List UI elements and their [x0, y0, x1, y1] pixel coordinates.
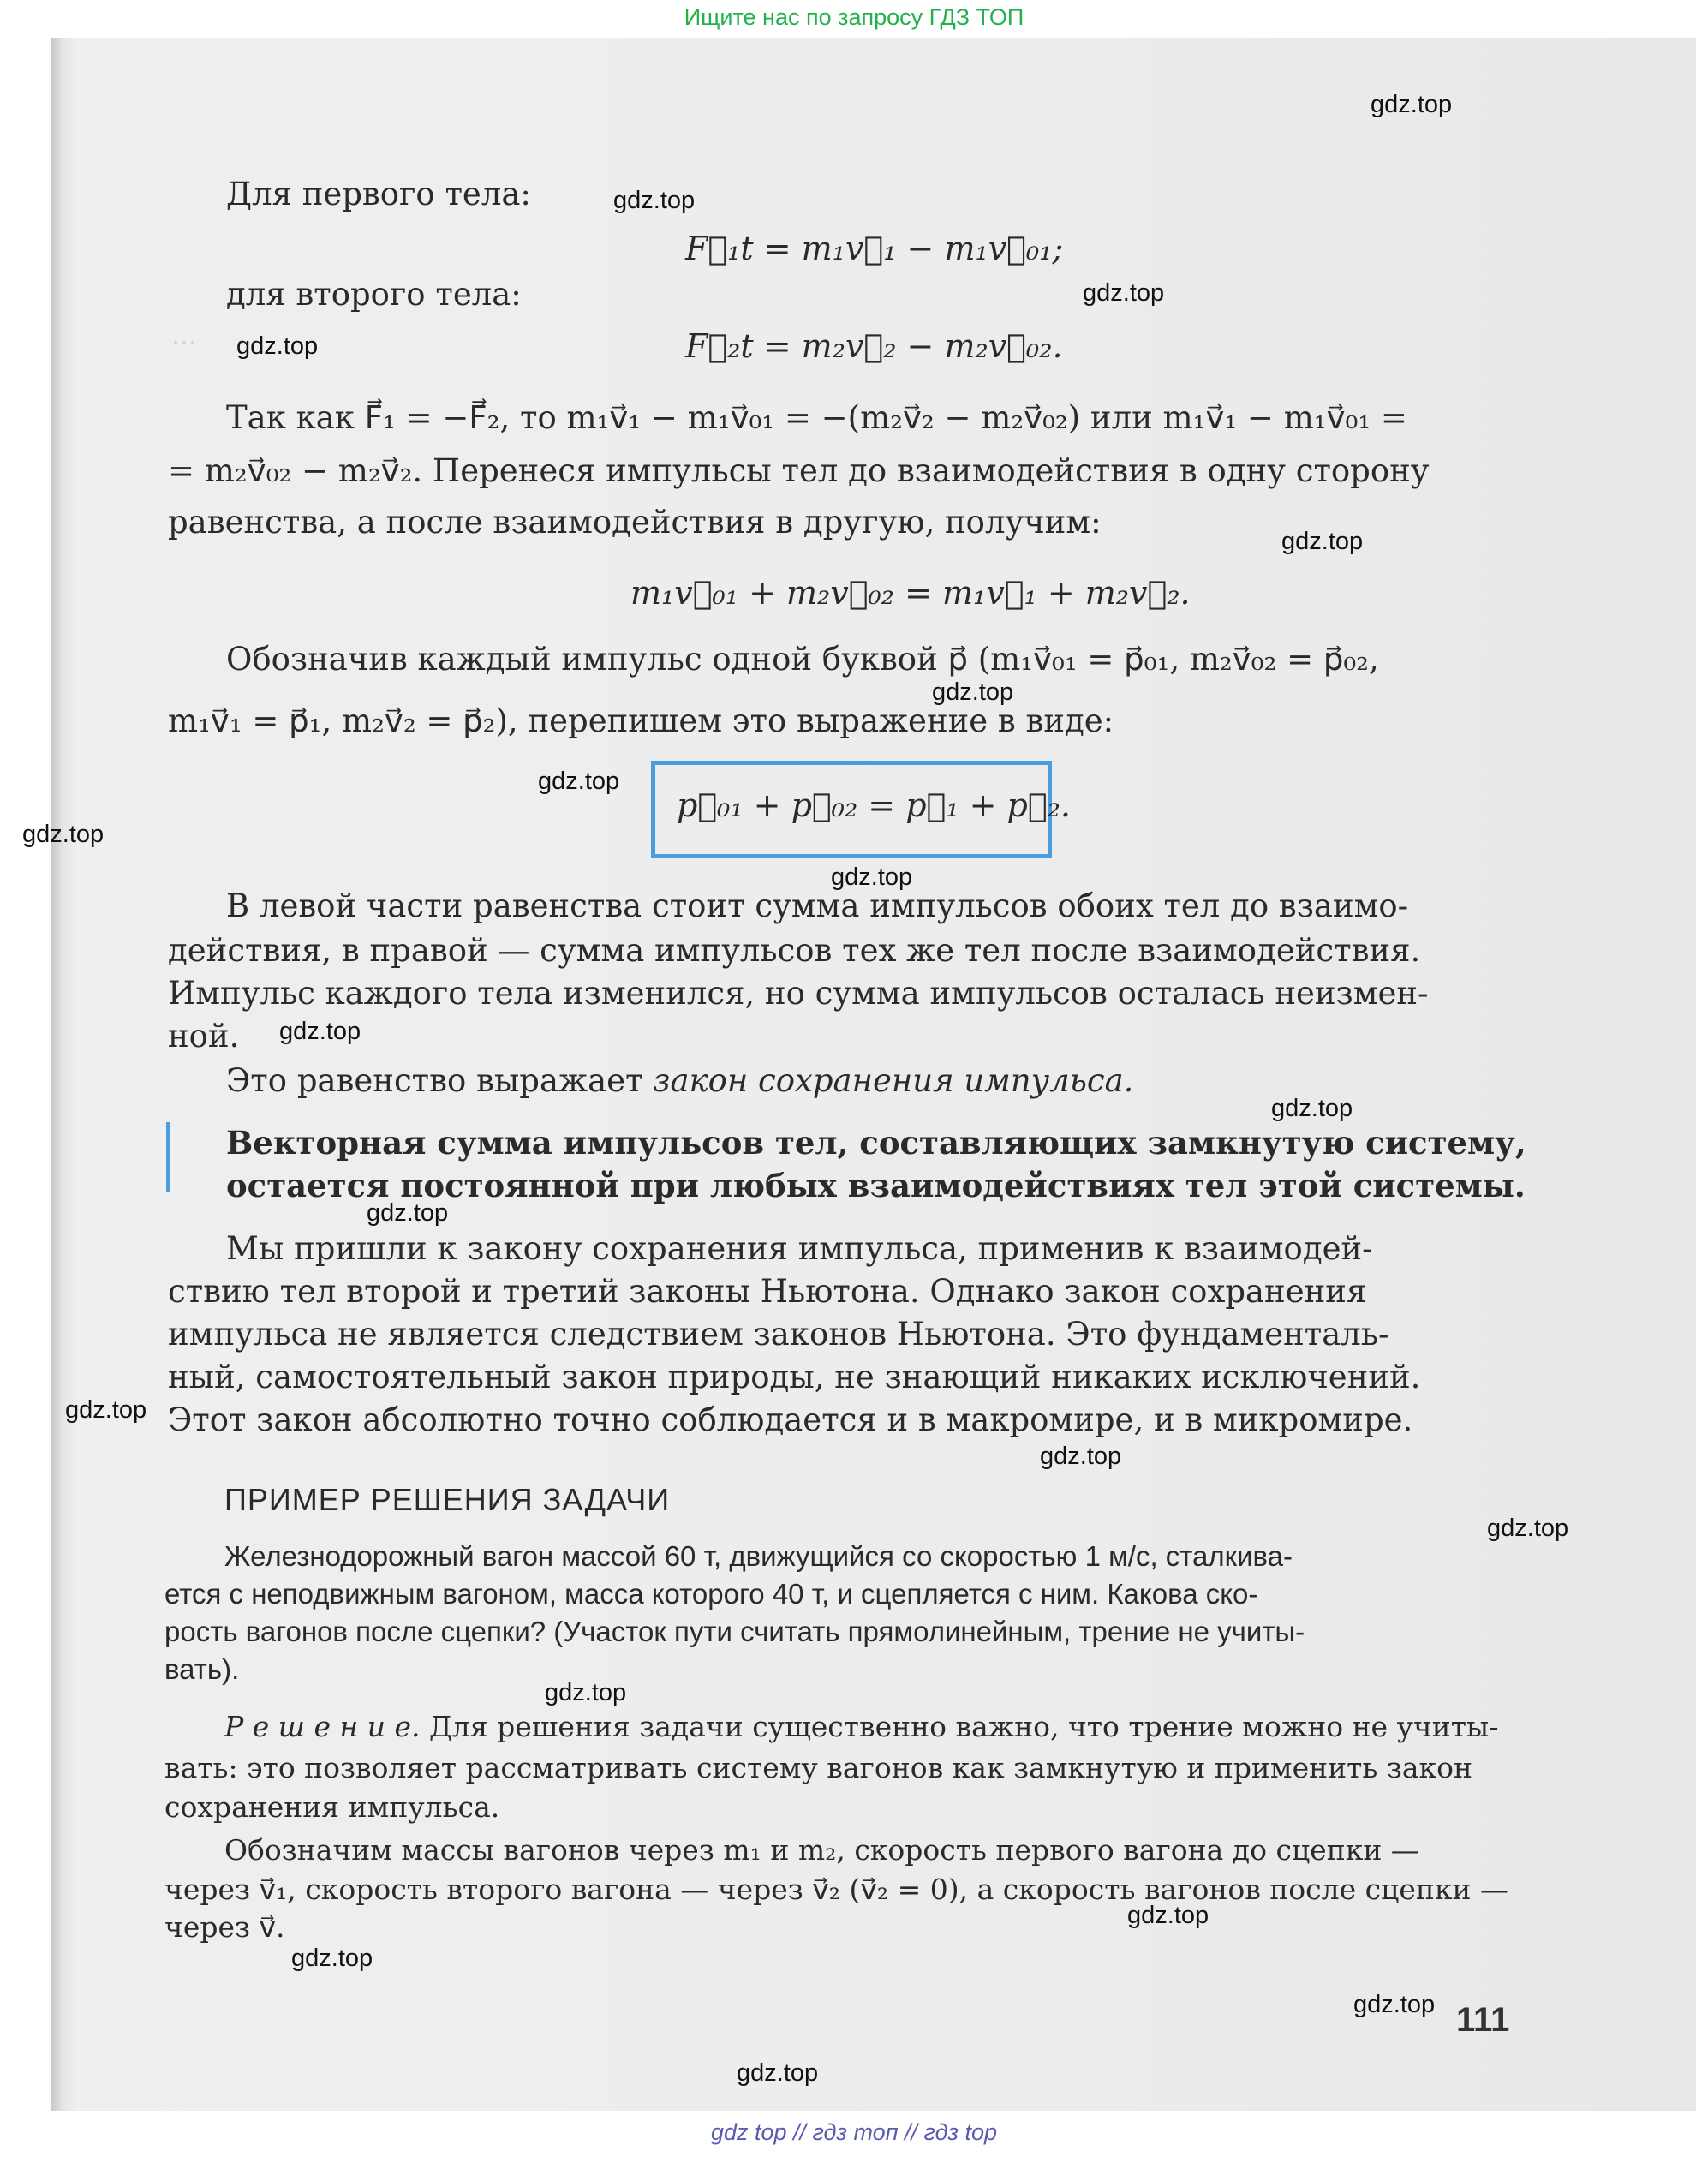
watermark: gdz.top [22, 821, 105, 848]
conservation-law-statement: Векторная сумма импульсов тел, составляющих замкнутую систему, [226, 1124, 1526, 1162]
task-line: рость вагонов после сцепки? (Участок пути считать прямолинейным, трение не учиты- [164, 1616, 1305, 1647]
paragraph-line: равенства, а после взаимодействия в другую, получим: [168, 504, 1102, 541]
watermark: gdz.top [737, 2059, 819, 2087]
paragraph-line: ствию тел второй и третий законы Ньютона. Однако закон сохранения [168, 1273, 1367, 1310]
watermark: gdz.top [291, 1945, 373, 1972]
watermark: gdz.top [65, 1396, 147, 1424]
first-body-label: Для первого тела: [226, 176, 531, 212]
solution-line: через v⃗₁, скорость второго вагона — через v⃗₂ (v⃗₂ = 0), а скорость вагонов после сцепки — [164, 1873, 1508, 1906]
watermark: gdz.top [367, 1199, 449, 1227]
watermark: gdz.top [1353, 1991, 1436, 2018]
solution-line: сохранения импульса. [164, 1790, 500, 1824]
watermark: gdz.top [236, 332, 319, 360]
equation-combined: m₁v⃗₀₁ + m₂v⃗₀₂ = m₁v⃗₁ + m₂v⃗₂. [630, 574, 1191, 612]
task-line: Железнодорожный вагон массой 60 т, движущийся со скоростью 1 м/с, сталкива- [224, 1540, 1293, 1572]
paragraph-line: Этот закон абсолютно точно соблюдается и в макромире, и в микромире. [168, 1401, 1413, 1438]
paragraph-line [226, 1062, 1133, 1099]
paragraph-line: ный, самостоятельный закон природы, не знающий никаких исключений. [168, 1359, 1421, 1395]
watermark: gdz.top [1487, 1515, 1569, 1542]
top-banner: Ищите нас по запросу ГДЗ ТОП [684, 4, 1024, 30]
solution-line: через v⃗. [164, 1910, 285, 1944]
watermark: gdz.top [538, 768, 620, 795]
paragraph-line: Мы пришли к закону сохранения импульса, применив к взаимодей- [226, 1230, 1373, 1267]
task-line: вать). [164, 1653, 240, 1685]
paragraph-line: m₁v⃗₁ = p⃗₁, m₂v⃗₂ = p⃗₂), перепишем это выражение в виде: [168, 702, 1114, 739]
watermark: gdz.top [1040, 1443, 1122, 1470]
law-intro-text: Это равенство выражает [226, 1062, 654, 1099]
rule-marker [166, 1122, 170, 1192]
paragraph-line: Обозначив каждый импульс одной буквой p⃗ (m₁v⃗₀₁ = p⃗₀₁, m₂v⃗₀₂ = p⃗₀₂, [226, 641, 1379, 678]
watermark: gdz.top [1281, 528, 1364, 555]
solution-line: вать: это позволяет рассматривать систему вагонов как замкнутую и применить закон [164, 1751, 1472, 1784]
solution-line: Обозначим массы вагонов через m₁ и m₂, скорость первого вагона до сцепки — [224, 1833, 1419, 1867]
task-line: ется с неподвижным вагоном, масса которого 40 т, и сцепляется с ним. Какова ско- [164, 1578, 1258, 1610]
watermark: gdz.top [1271, 1095, 1353, 1122]
watermark: gdz.top [1127, 1902, 1209, 1929]
watermark: gdz.top [1371, 91, 1453, 118]
bleed-through-text: … [171, 320, 197, 350]
equation-momentum-law: p⃗₀₁ + p⃗₀₂ = p⃗₁ + p⃗₂. [677, 786, 1071, 824]
watermark: gdz.top [545, 1679, 627, 1706]
example-heading: ПРИМЕР РЕШЕНИЯ ЗАДАЧИ [224, 1482, 671, 1517]
equation-first-body: F⃗₁t = m₁v⃗₁ − m₁v⃗₀₁; [685, 230, 1064, 267]
solution-line [224, 1710, 1498, 1743]
equation-second-body: F⃗₂t = m₂v⃗₂ − m₂v⃗₀₂. [685, 327, 1063, 365]
paragraph-line: Так как F⃗₁ = −F⃗₂, то m₁v⃗₁ − m₁v⃗₀₁ = −(m₂v⃗₂ − m₂v⃗₀₂) или m₁v⃗₁ − m₁v⃗₀₁ = [226, 399, 1407, 436]
paragraph-line: Импульс каждого тела изменился, но сумма импульсов осталась неизмен- [168, 975, 1429, 1012]
watermark: gdz.top [932, 678, 1014, 706]
law-name: закон сохранения импульса. [653, 1062, 1134, 1099]
solution-label: Р е ш е н и е. [224, 1710, 421, 1743]
second-body-label: для второго тела: [226, 276, 522, 313]
solution-text: Для решения задачи существенно важно, что трение можно не учиты- [420, 1710, 1499, 1743]
watermark: gdz.top [279, 1018, 361, 1045]
paragraph-line: В левой части равенства стоит сумма импульсов обоих тел до взаимо- [226, 887, 1409, 924]
paragraph-line: импульса не является следствием законов Ньютона. Это фундаменталь- [168, 1316, 1389, 1353]
conservation-law-statement: остается постоянной при любых взаимодействиях тел этой системы. [226, 1167, 1526, 1204]
paragraph-line: действия, в правой — сумма импульсов тех же тел после взаимодействия. [168, 932, 1421, 969]
page-number: 111 [1456, 2001, 1510, 2039]
watermark: gdz.top [831, 863, 913, 891]
watermark: gdz.top [613, 187, 696, 214]
bottom-banner: gdz top // гдз топ // гдз top [710, 2119, 998, 2145]
watermark: gdz.top [1083, 279, 1165, 307]
paragraph-line: = m₂v⃗₀₂ − m₂v⃗₂. Перенеся импульсы тел до взаимодействия в одну сторону [168, 452, 1430, 489]
paragraph-line: ной. [168, 1018, 240, 1055]
